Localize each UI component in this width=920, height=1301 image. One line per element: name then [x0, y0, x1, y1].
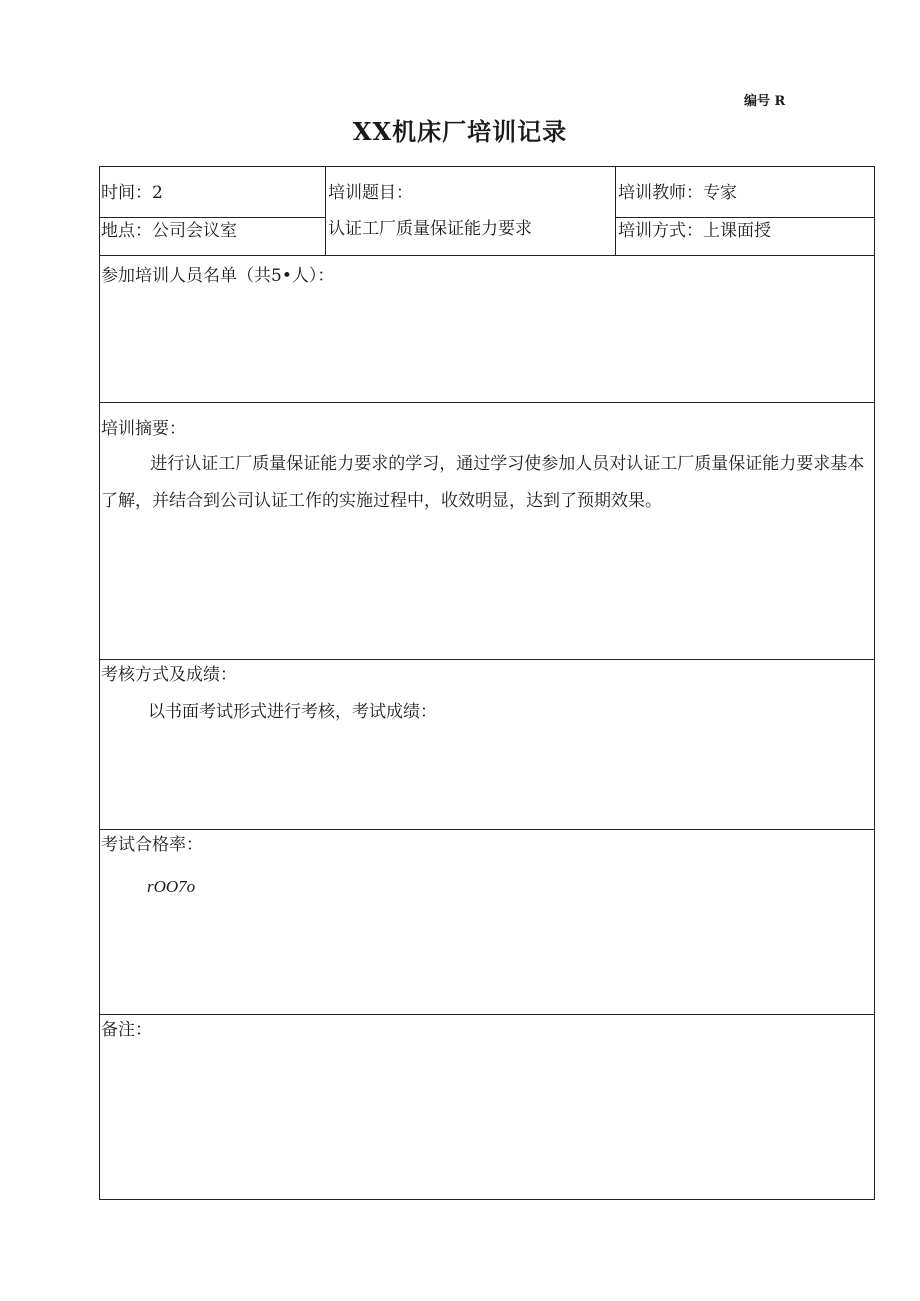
assessment-text: 以书面考试形式进行考核，考试成绩： — [148, 702, 437, 722]
section-divider-summary — [99, 402, 875, 403]
summary-label: 培训摘要： — [101, 419, 186, 439]
column-divider-1 — [325, 166, 326, 255]
assessment-label: 考核方式及成绩： — [101, 665, 237, 685]
section-divider-assessment — [99, 659, 875, 660]
section-divider-participants — [99, 255, 875, 256]
document-number: 编号 R — [744, 94, 786, 109]
participants-label: 参加培训人员名单（共5•人）： — [101, 266, 335, 286]
pass-rate-value: rOO7o — [147, 877, 196, 896]
section-divider-remarks — [99, 1014, 875, 1015]
training-time: 时间：2 — [101, 183, 163, 203]
row-divider-info-left — [99, 217, 325, 218]
training-teacher: 培训教师：专家 — [618, 183, 737, 203]
column-divider-2 — [615, 166, 616, 255]
row-divider-info-right — [615, 217, 875, 218]
remarks-label: 备注： — [101, 1020, 152, 1040]
section-divider-pass-rate — [99, 829, 875, 830]
summary-text: 进行认证工厂质量保证能力要求的学习，通过学习使参加人员对认证工厂质量保证能力要求基本了解，并结合到公司认证工作的实施过程中，收效明显，达到了预期效果。 — [101, 454, 865, 511]
training-topic-label: 培训题目： — [328, 183, 413, 203]
training-topic-value: 认证工厂质量保证能力要求 — [328, 219, 532, 239]
pass-rate-label: 考试合格率： — [101, 835, 203, 855]
training-method: 培训方式：上课面授 — [618, 221, 771, 241]
page-title: XX机床厂培训记录 — [352, 117, 568, 146]
training-place: 地点：公司会议室 — [101, 221, 237, 241]
